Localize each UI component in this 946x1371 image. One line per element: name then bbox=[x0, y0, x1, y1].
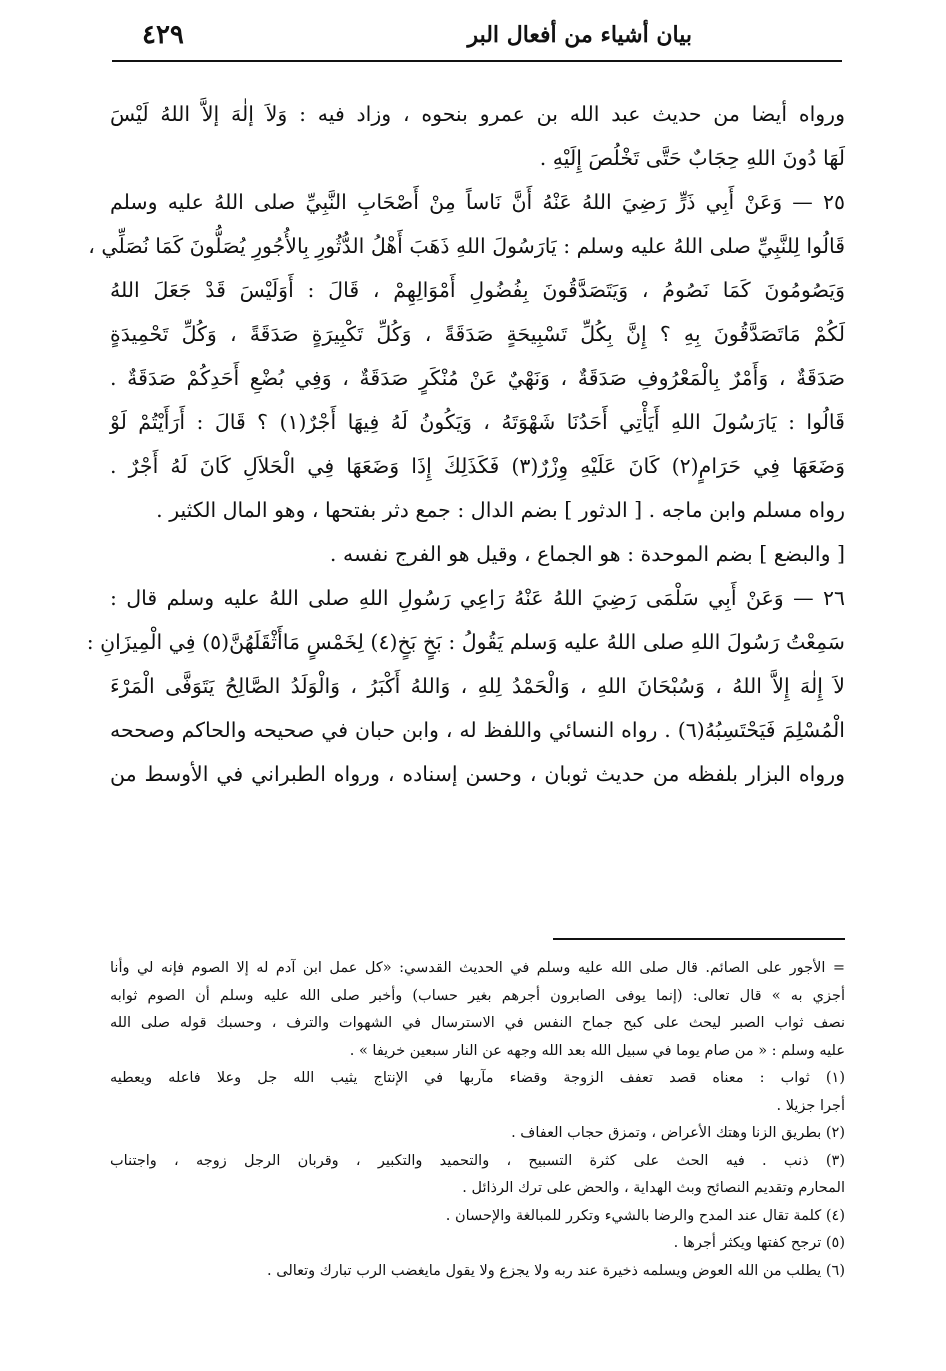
text-line: سَمِعْتُ رَسُولَ اللهِ صلى اللهُ عليه وَسلم يَقُولُ : بَخٍ بَخٍ(٤) لِخَمْسٍ مَاأَثْقَلَهُنَّ(٥) فِي الْمِيزَانِ : bbox=[86, 630, 845, 654]
footnote-line: أجرا جزيلا . bbox=[776, 1097, 845, 1114]
footnote-6: (٦) يطلب من الله العوض ويسلمه ذخيرة عند ربه ولا يجزع ولا يقول مايغضب الرب تبارك وتعالى . bbox=[267, 1262, 845, 1279]
hadith-26-start: ٢٦ — وَعَنْ أَبِي سَلْمَى رَضِيَ اللهُ عَنْهُ رَاعِي رَسُولِ اللهِ صلى اللهُ عليه وسلم قال : bbox=[110, 586, 845, 610]
hadith-25-start: ٢٥ — وَعَنْ أَبِي ذَرٍّ رَضِيَ اللهُ عَنْهُ أَنَّ نَاساً مِنْ أَصْحَابِ النَّبِيِّ صلى اللهُ عليه وسلم bbox=[110, 190, 845, 214]
text-line: قَالُوا لِلنَّبِيِّ صلى اللهُ عليه وسلم : يَارَسُولَ اللهِ ذَهَبَ أَهْلُ الدُّثُورِ بِالأُجُورِ يُصَلُّونَ كَمَا نُصَلِّي ، bbox=[88, 234, 845, 258]
page-number: ٤٢٩ bbox=[142, 20, 184, 50]
text-line: لَكُمْ مَاتَصَدَّقُونَ بِهِ ؟ إِنَّ بِكُلِّ تَسْبِيحَةٍ صَدَقَةً ، وَكُلِّ تَكْبِيرَةٍ صَدَقَةً ، وَكُلِّ تَحْمِيدَةٍ bbox=[110, 322, 845, 346]
text-line: قَالُوا : يَارَسُولَ اللهِ أَيَأْتِي أَحَدُنَا شَهْوَتَهُ ، وَيَكُونُ لَهُ فِيهَا أَجْرٌ(١) ؟ قَالَ : أَرَأَيْتُمْ لَوْ bbox=[110, 410, 845, 434]
text-line: الْمُسْلِمَ فَيَحْتَسِبُهُ(٦) . رواه النسائي واللفظ له ، وابن حبان في صحيحه والحاكم وصححه bbox=[110, 718, 845, 742]
footnote-line: نصف ثواب الصبر ليحث على كبح جماح النفس في الاسترسال في الشهوات والترف ، وحسبك قوله صلى الله bbox=[110, 1015, 845, 1031]
footnote-line: = الأجور على الصائم. قال صلى الله عليه وسلم في الحديث القدسي: «كل عمل ابن آدم له إلا الصوم فإنه لي وأنا bbox=[110, 960, 845, 976]
footnotes bbox=[110, 955, 845, 1285]
text-line: صَدَقَةٌ ، وَأَمْرٌ بِالْمَعْرُوفِ صَدَقَةٌ ، وَنَهْيٌ عَنْ مُنْكَرٍ صَدَقَةٌ ، وَفِي بُضْعِ أَحَدِكُمْ صَدَقَةٌ . bbox=[110, 366, 845, 390]
running-title: بيان أشياء من أفعال البر bbox=[467, 22, 692, 48]
footnote-1: (١) ثواب : معناه قصد تعفف الزوجة وقضاء مآربها في الإنتاج يثيب الله جل وعلا فاعله ويعطيه bbox=[110, 1070, 845, 1086]
main-text bbox=[86, 92, 845, 796]
text-line: ورواه أيضا من حديث عبد الله بن عمرو بنحوه ، وزاد فيه : وَلاَ إلٰهَ إلاَّ اللهُ لَيْسَ bbox=[110, 102, 845, 126]
text-line: ورواه البزار بلفظه من حديث ثوبان ، وحسن إسناده ، ورواه الطبراني في الأوسط من bbox=[110, 762, 845, 786]
footnote-5: (٥) ترجح كفتها ويكثر أجرها . bbox=[673, 1235, 845, 1251]
text-line: وَضَعَهَا فِي حَرَامٍ(٢) كَانَ عَلَيْهِ وِزْرٌ(٣) فَكَذَلِكَ إِذَا وَضَعَهَا فِي الْحَلاَلِ كَانَ لَهُ أَجْرٌ . bbox=[110, 454, 845, 478]
text-line: لاَ إِلٰهَ إِلاَّ اللهُ ، وَسُبْحَانَ اللهِ ، وَالْحَمْدُ لِلهِ ، وَاللهُ أَكْبَرُ ، وَالْوَلَدُ الصَّالِحُ يَتَوَفَّى الْمَرْءَ bbox=[110, 674, 845, 698]
footnote-line: أجزي به » قال تعالى: (إنما يوفى الصابرون أجرهم بغير حساب) وأخبر صلى الله عليه وسلم أن الصوم ثوابه bbox=[110, 987, 845, 1004]
text-line: [ والبضع ] بضم الموحدة : هو الجماع ، وقيل هو الفرج نفسه . bbox=[329, 542, 845, 566]
footnote-2: (٢) بطريق الزنا وهتك الأعراض ، وتمزق حجاب العفاف . bbox=[511, 1125, 845, 1141]
footnote-4: (٤) كلمة تقال عند المدح والرضا بالشيء وتكرر للمبالغة والإحسان . bbox=[445, 1207, 845, 1224]
footnote-line: المحارم وتقديم النصائح وبث الهداية ، والحض على ترك الرذائل . bbox=[462, 1180, 845, 1196]
footnote-line: عليه وسلم : « من صام يوما في سبيل الله بعد الله وجهه عن النار سبعين خريفا » . bbox=[349, 1042, 845, 1059]
page-header bbox=[112, 10, 842, 62]
footnote-3: (٣) ذنب . فيه الحث على كثرة التسبيح ، والتحميد والتكبير ، وقربان الرجل زوجه ، واجتناب bbox=[110, 1152, 845, 1169]
footnote-divider bbox=[553, 938, 845, 940]
text-line: وَيَصُومُونَ كَمَا نَصُومُ ، وَيَتَصَدَّقُونَ بِفُضُولِ أَمْوَالِهِمْ ، قَالَ : أَوَلَيْسَ قَدْ جَعَلَ اللهُ bbox=[110, 278, 845, 302]
text-line: لَهَا دُونَ اللهِ حِجَابٌ حَتَّى تَخْلُصَ إِلَيْهِ . bbox=[539, 146, 845, 170]
text-line: رواه مسلم وابن ماجه . [ الدثور ] بضم الدال : جمع دثر بفتحها ، وهو المال الكثير . bbox=[156, 498, 845, 522]
